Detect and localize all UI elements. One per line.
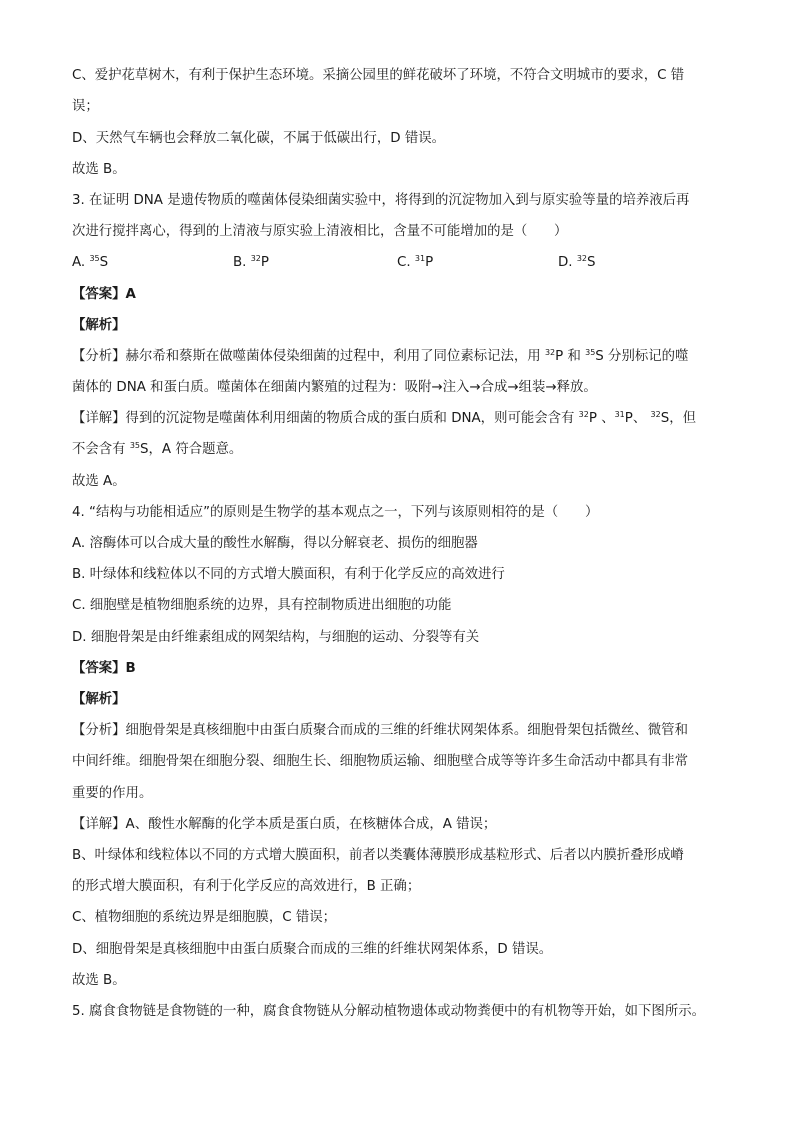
q3-xiangjie-line1 [72,409,696,429]
q3-fenxi-sup: 32 [544,348,556,357]
q2-choose-line: 故选 B。 [72,162,126,177]
q4-fenxi-line3: 重要的作用。 [72,786,153,801]
q3-option-d-prefix: D. [558,255,577,270]
q3-option-a-element: S [99,255,109,270]
q3-fenxi-sup: 35 [585,348,596,357]
q4-stem: 4. “结构与功能相适应”的原则是生物学的基本观点之一，下列与该原则相符的是（ ） [72,505,599,520]
q3-xiangjie-sup: 31 [614,410,625,419]
q3-fenxi-line2: 菌体的 DNA 和蛋白质。噬菌体在细菌内繁殖的过程为：吸附→注入→合成→组装→释放。 [72,380,597,395]
q3-xiangjie-text: P 、 [588,411,615,426]
q4-xiangjie-b-line2: 的形式增大膜面积，有利于化学反应的高效进行，B 正确； [72,879,421,894]
q4-answer: 【答案】B [72,661,136,676]
q3-xiangjie-text: P、 [624,411,651,426]
q3-option-b-mass: 32 [250,254,261,263]
q3-xiangjie-sup: 35 [129,441,141,450]
q3-option-d [558,253,596,273]
q4-fenxi-line1: 【分析】细胞骨架是真核细胞中由蛋白质聚合而成的三维的纤维状网架体系。细胞骨架包括微丝、微管和 [72,723,688,738]
q3-option-a [72,253,108,273]
q3-analysis-label: 【解析】 [72,318,126,333]
q4-option-a: A. 溶酶体可以合成大量的酸性水解酶，得以分解衰老、损伤的细胞器 [72,536,478,551]
q3-option-d-mass: 32 [576,254,588,263]
q3-fenxi-text: 【分析】赫尔希和蔡斯在做噬菌体侵染细菌的过程中，利用了同位素标记法，用 [72,349,545,364]
q4-option-d: D. 细胞骨架是由纤维素组成的网架结构，与细胞的运动、分裂等有关 [72,630,480,645]
q4-xiangjie-d: D、细胞骨架是真核细胞中由蛋白质聚合而成的三维的纤维状网架体系，D 错误。 [72,942,553,957]
q3-option-c-element: P [425,255,434,270]
q3-fenxi-text: S 分别标记的噬 [595,349,689,364]
q2-option-c-explanation-line2: 误； [72,99,99,114]
q3-stem-line2: 次进行搅拌离心，得到的上清液与原实验上清液相比，含量不可能增加的是（ ） [72,224,568,239]
q4-fenxi-line2: 中间纤维。细胞骨架在细胞分裂、细胞生长、细胞物质运输、细胞壁合成等等许多生命活动中都具有非常 [72,754,688,769]
q4-xiangjie-b-line1: B、叶绿体和线粒体以不同的方式增大膜面积，前者以类囊体薄膜形成基粒形式、后者以内膜折叠形成嵴 [72,848,684,863]
q3-xiangjie-text: 不会含有 [72,442,130,457]
q3-option-b-element: P [260,255,269,270]
q4-xiangjie-c: C、植物细胞的系统边界是细胞膜，C 错误； [72,910,336,925]
q3-option-c-prefix: C. [397,255,415,270]
q3-option-b [233,253,269,273]
q3-fenxi-text: P 和 [555,349,586,364]
q5-stem: 5. 腐食食物链是食物链的一种，腐食食物链从分解动植物遗体或动物粪便中的有机物等开始，如下图所示。 [72,1004,705,1019]
q3-option-a-prefix: A. [72,255,90,270]
q3-stem-line1: 3. 在证明 DNA 是遗传物质的噬菌体侵染细菌实验中，将得到的沉淀物加入到与原实验等量的培养液后再 [72,193,690,208]
q3-option-c [397,253,433,273]
q3-choose-line: 故选 A。 [72,474,126,489]
q3-xiangjie-text: S，A 符合题意。 [140,442,243,457]
q3-option-b-prefix: B. [233,255,251,270]
q3-xiangjie-sup: 32 [578,410,589,419]
q2-option-c-explanation-line1: C、爱护花草树木，有利于保护生态环境。采摘公园里的鲜花破坏了环境，不符合文明城市的要求，C 错 [72,68,685,83]
q3-xiangjie-text: 【详解】得到的沉淀物是噬菌体利用细菌的物质合成的蛋白质和 DNA，则可能会含有 [72,411,579,426]
q4-analysis-label: 【解析】 [72,692,126,707]
q3-option-c-mass: 31 [414,254,426,263]
q3-xiangjie-sup: 32 [650,410,661,419]
q4-option-b: B. 叶绿体和线粒体以不同的方式增大膜面积，有利于化学反应的高效进行 [72,567,505,582]
q2-option-d-explanation: D、天然气车辆也会释放二氧化碳，不属于低碳出行，D 错误。 [72,131,446,146]
q3-fenxi-line1 [72,347,688,367]
q4-option-c: C. 细胞壁是植物细胞系统的边界，具有控制物质进出细胞的功能 [72,598,452,613]
q4-choose-line: 故选 B。 [72,973,126,988]
q3-xiangjie-text: S，但 [660,411,696,426]
q4-xiangjie-a: 【详解】A、酸性水解酶的化学本质是蛋白质，在核糖体合成，A 错误； [72,817,497,832]
q3-option-d-element: S [587,255,596,270]
q3-xiangjie-line2 [72,440,242,460]
q3-answer: 【答案】A [72,287,136,302]
q3-option-a-mass: 35 [89,254,100,263]
